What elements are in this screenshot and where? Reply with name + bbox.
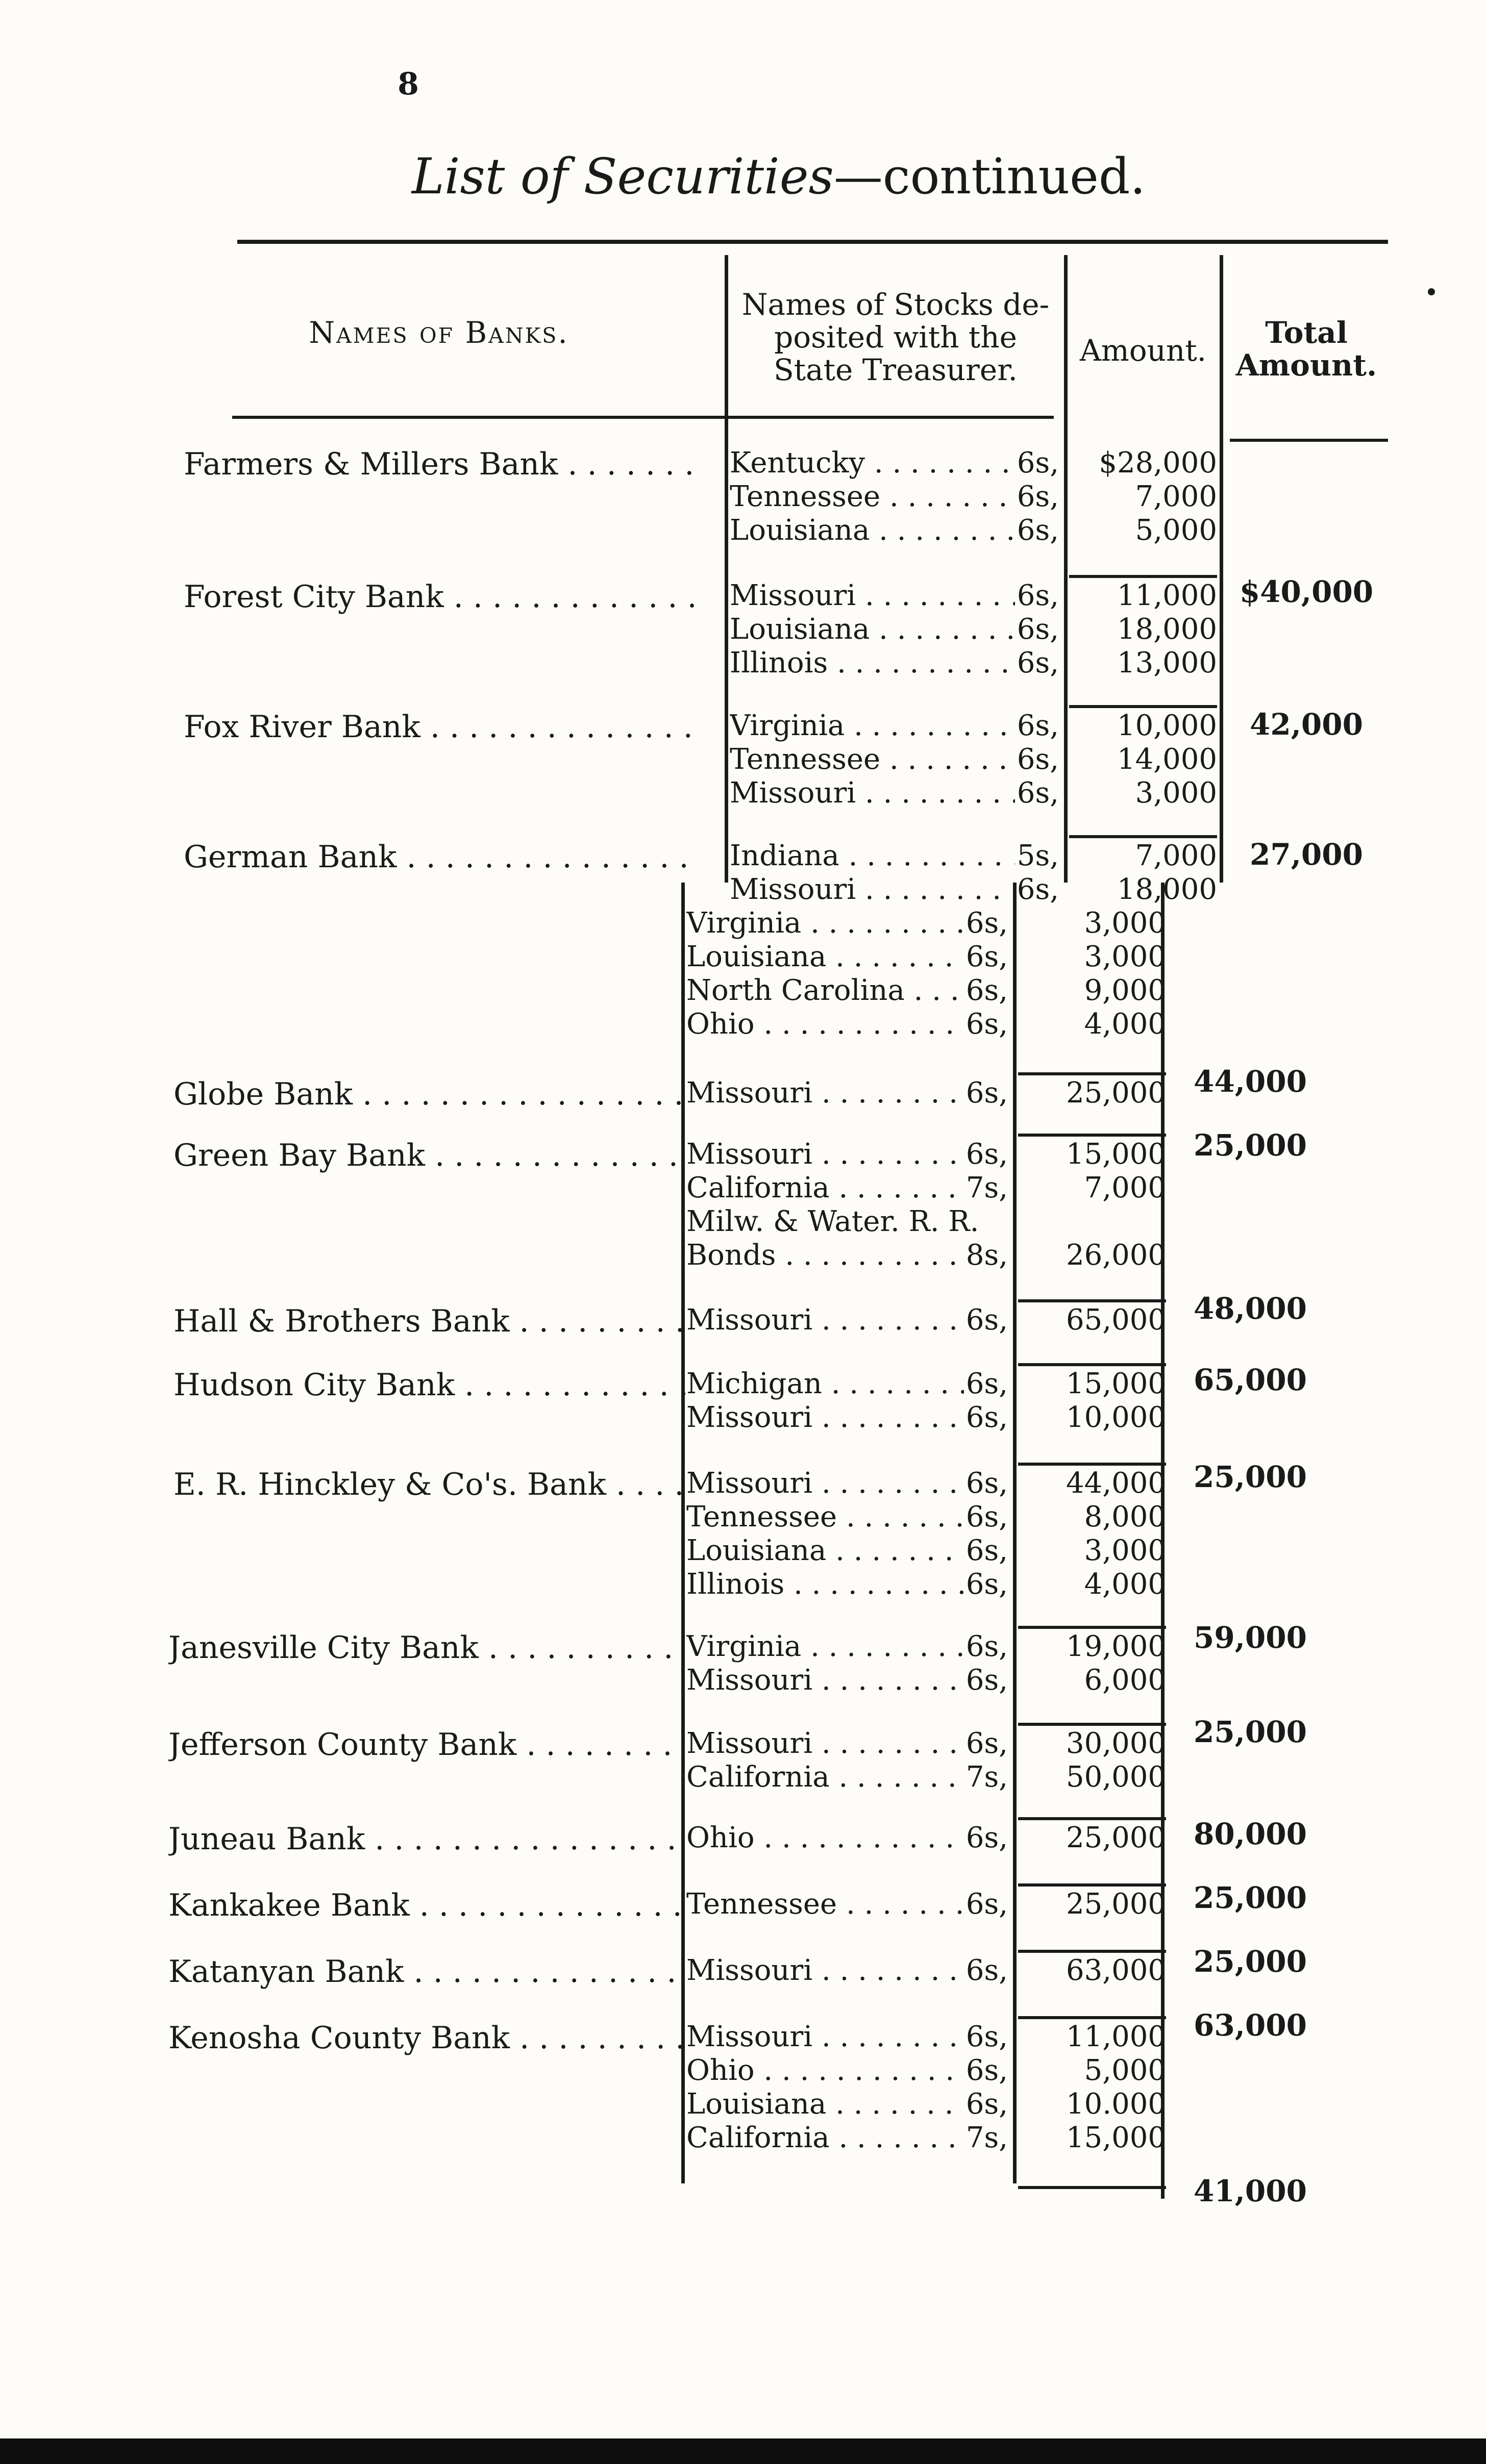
stock-entry: [686, 2020, 1008, 2054]
column-divider-total: [1220, 255, 1223, 883]
stock-name: Bonds . . .: [686, 1239, 964, 1272]
amount-group-rule: [1018, 2186, 1166, 2189]
stock-amount: 4,000: [1084, 1008, 1166, 1041]
stock-name: Virginia . . .: [730, 709, 1015, 743]
stock-entry: [730, 646, 1059, 680]
stock-entry: [730, 613, 1059, 646]
stock-rate: [1006, 1205, 1008, 1239]
bank-name: Fox River Bank . . .: [184, 709, 699, 745]
amount-group-rule: [1069, 575, 1217, 578]
stock-amount: 6,000: [1084, 1664, 1166, 1697]
amount-group-rule: [1018, 1363, 1166, 1366]
scan-edge-band: [0, 2438, 1486, 2464]
stock-name: Tennessee . . .: [686, 1500, 964, 1534]
stock-rate: 6s,: [1017, 480, 1059, 513]
stock-entry: [686, 940, 1008, 974]
stock-rate: 6s,: [965, 1888, 1008, 1921]
total-amount: 42,000: [1250, 707, 1363, 742]
stock-amount: 25,000: [1066, 1821, 1166, 1854]
total-amount: 59,000: [1194, 1620, 1307, 1655]
stock-entry: [686, 907, 1008, 940]
stock-amount: 18,000: [1117, 613, 1217, 646]
stock-rate: 6s,: [965, 1303, 1008, 1337]
stock-name: Missouri . . .: [686, 1401, 964, 1435]
stock-entry: [686, 2121, 1008, 2155]
stock-rate: 6s,: [965, 1500, 1008, 1533]
stock-rate: 6s,: [965, 1467, 1008, 1500]
total-amount: 63,000: [1194, 2008, 1307, 2043]
stock-name: Illinois . . .: [686, 1568, 964, 1601]
total-amount: 25,000: [1194, 1944, 1307, 1979]
stock-entry: [686, 974, 1008, 1008]
stock-name: Missouri . . .: [730, 776, 1015, 810]
stock-name: Kentucky . . .: [730, 446, 1015, 480]
stock-amount: 9,000: [1084, 974, 1166, 1007]
header-total: [1225, 316, 1388, 382]
table-top-rule: [237, 240, 1388, 244]
stock-rate: 6s,: [965, 1727, 1008, 1760]
stock-entry: [686, 2054, 1008, 2088]
bank-name: Hall & Brothers Bank . . .: [174, 1303, 689, 1339]
total-amount: 25,000: [1194, 1715, 1307, 1749]
stock-amount: 25,000: [1066, 1076, 1166, 1110]
stock-entry: [730, 514, 1059, 547]
stock-entry: [730, 839, 1059, 873]
header-stocks: [730, 288, 1061, 386]
bank-name: Katanyan Bank . . .: [168, 1954, 684, 1990]
stock-rate: 6s,: [1017, 709, 1059, 742]
stock-entry: [686, 1205, 1008, 1239]
stock-amount: 15,000: [1066, 1138, 1166, 1171]
stock-name: Virginia . . .: [686, 1630, 964, 1664]
stock-name: Louisiana . . .: [686, 940, 964, 974]
stock-amount: 7,000: [1135, 480, 1217, 513]
bank-name: Farmers & Millers Bank . . .: [184, 446, 699, 482]
title-italic: List of Securities: [412, 148, 834, 205]
stock-rate: 7s,: [965, 2121, 1008, 2154]
stock-amount: 7,000: [1135, 839, 1217, 872]
stock-rate: 6s,: [965, 907, 1008, 940]
stock-entry: [730, 579, 1059, 613]
total-amount: 25,000: [1194, 1128, 1307, 1163]
stock-amount: 11,000: [1117, 579, 1217, 612]
stock-rate: 6s,: [1017, 776, 1059, 810]
stock-rate: 6s,: [1017, 514, 1059, 547]
stock-rate: 6s,: [965, 1008, 1008, 1041]
stock-name: Virginia . . .: [686, 907, 964, 940]
page-title: [0, 148, 1486, 205]
stock-name: Ohio . . .: [686, 1008, 964, 1041]
stock-name: Missouri . . .: [686, 1138, 964, 1171]
stock-entry: [686, 1534, 1008, 1568]
stock-rate: 6s,: [1017, 613, 1059, 646]
stock-name: Louisiana . . .: [730, 514, 1015, 547]
amount-group-rule: [1069, 835, 1217, 838]
stock-name: Indiana . . .: [730, 839, 1015, 873]
stock-amount: 15,000: [1066, 2121, 1166, 2154]
stock-name: Missouri . . .: [686, 1076, 964, 1110]
stock-name: California . . .: [686, 1761, 964, 1794]
stock-entry: [686, 1761, 1008, 1794]
stock-rate: 6s,: [965, 1534, 1008, 1567]
stock-amount: 7,000: [1084, 1171, 1166, 1204]
stock-entry: [686, 1888, 1008, 1921]
header-total-line-2: Amount.: [1235, 348, 1377, 383]
bank-name: Hudson City Bank . . .: [174, 1367, 689, 1403]
bank-name: Jefferson County Bank . . .: [168, 1727, 684, 1763]
bank-name: Kenosha County Bank . . .: [168, 2020, 684, 2056]
stock-rate: 7s,: [965, 1171, 1008, 1204]
stock-amount: 65,000: [1066, 1303, 1166, 1337]
stock-rate: 6s,: [965, 2054, 1008, 2087]
bank-name: Kankakee Bank . . .: [168, 1888, 684, 1923]
stock-amount: 44,000: [1066, 1467, 1166, 1500]
stock-amount: 10,000: [1066, 1401, 1166, 1434]
stock-amount: 3,000: [1135, 776, 1217, 810]
stock-entry: [686, 1008, 1008, 1041]
stock-name: Michigan . . .: [686, 1367, 964, 1401]
stock-name: Milw. & Water. R. R.: [686, 1205, 979, 1238]
stock-amount: $28,000: [1099, 446, 1217, 480]
stock-amount: 63,000: [1066, 1954, 1166, 1987]
total-amount: 65,000: [1194, 1363, 1307, 1397]
stock-rate: 6s,: [965, 940, 1008, 973]
stock-entry: [686, 1303, 1008, 1337]
stock-rate: 8s,: [965, 1239, 1008, 1272]
header-total-line-1: Total: [1265, 315, 1348, 350]
stock-name: North Carolina . . .: [686, 974, 964, 1008]
stock-rate: 6s,: [965, 1401, 1008, 1434]
total-amount: 44,000: [1194, 1064, 1307, 1099]
stock-amount: 3,000: [1084, 907, 1166, 940]
stock-rate: 6s,: [965, 1664, 1008, 1697]
stock-name: Ohio . . .: [686, 1821, 964, 1855]
stock-entry: [730, 743, 1059, 776]
stock-amount: 19,000: [1066, 1630, 1166, 1663]
amount-group-rule: [1018, 1299, 1166, 1302]
stock-entry: [730, 446, 1059, 480]
amount-group-rule: [1018, 1626, 1166, 1629]
stock-name: Louisiana . . .: [686, 1534, 964, 1568]
stock-rate: 6s,: [965, 1138, 1008, 1171]
bank-name: German Bank . . .: [184, 839, 699, 875]
stock-amount: 11,000: [1066, 2020, 1166, 2053]
stock-name: Louisiana . . .: [686, 2088, 964, 2121]
bank-name: Green Bay Bank . . .: [174, 1138, 689, 1173]
stock-entry: [730, 480, 1059, 514]
margin-mark: [1428, 288, 1435, 295]
stock-amount: 3,000: [1084, 1534, 1166, 1567]
stock-rate: 6s,: [1017, 446, 1059, 480]
stock-name: Illinois . . .: [730, 646, 1015, 680]
bank-name: Globe Bank . . .: [174, 1076, 689, 1112]
stock-entry: [686, 1821, 1008, 1855]
amount-group-rule: [1018, 1883, 1166, 1887]
header-bottom-rule-right: [1230, 439, 1388, 442]
stock-entry: [686, 1367, 1008, 1401]
stock-rate: 6s,: [965, 1954, 1008, 1987]
header-bank-names: Names of Banks.: [309, 315, 569, 350]
stock-entry: [730, 776, 1059, 810]
stock-entry: [686, 1727, 1008, 1761]
bank-name: Juneau Bank . . .: [168, 1821, 684, 1857]
amount-group-rule: [1018, 1817, 1166, 1820]
stock-name: Tennessee . . .: [730, 743, 1015, 776]
header-stocks-line-2: posited with the: [774, 320, 1017, 355]
stock-rate: 6s,: [1017, 873, 1059, 906]
stock-amount: 15,000: [1066, 1367, 1166, 1400]
stock-entry: [730, 709, 1059, 743]
stock-rate: 6s,: [965, 1568, 1008, 1601]
stock-amount: 5,000: [1084, 2054, 1166, 2087]
amount-group-rule: [1018, 2016, 1166, 2019]
bank-name: Janesville City Bank . . .: [168, 1630, 684, 1666]
amount-group-rule: [1018, 1463, 1166, 1466]
stock-amount: [1018, 1205, 1166, 1239]
stock-name: Missouri . . .: [686, 1954, 964, 1988]
stock-rate: 6s,: [1017, 579, 1059, 612]
stock-entry: [730, 873, 1059, 907]
amount-group-rule: [1018, 1072, 1166, 1075]
stock-amount: 3,000: [1084, 940, 1166, 973]
amount-group-rule: [1018, 1134, 1166, 1137]
bank-name: Forest City Bank . . .: [184, 579, 699, 615]
total-amount: 25,000: [1194, 1880, 1307, 1915]
stock-rate: 6s,: [965, 1076, 1008, 1110]
total-amount: 80,000: [1194, 1817, 1307, 1851]
total-amount: 48,000: [1194, 1291, 1307, 1326]
total-amount: 41,000: [1194, 2174, 1307, 2208]
stock-amount: 30,000: [1066, 1727, 1166, 1760]
stock-entry: [686, 1630, 1008, 1664]
stock-entry: [686, 1954, 1008, 1988]
amount-group-rule: [1018, 1723, 1166, 1726]
stock-amount: 8,000: [1084, 1500, 1166, 1533]
stock-amount: 10.000: [1066, 2088, 1166, 2121]
total-amount: 25,000: [1194, 1460, 1307, 1494]
column-divider-amount: [1064, 255, 1068, 883]
header-stocks-line-1: Names of Stocks de-: [741, 287, 1050, 322]
stock-name: Tennessee . . .: [686, 1888, 964, 1921]
stock-amount: 4,000: [1084, 1568, 1166, 1601]
stock-amount: 14,000: [1117, 743, 1217, 776]
title-continued: —continued.: [833, 148, 1146, 205]
stock-name: Tennessee . . .: [730, 480, 1015, 514]
stock-amount: 5,000: [1135, 514, 1217, 547]
stock-name: California . . .: [686, 2121, 964, 2155]
stock-entry: [686, 2088, 1008, 2121]
stock-name: Missouri . . .: [686, 1664, 964, 1697]
total-amount: $40,000: [1239, 574, 1374, 609]
header-amount: Amount.: [1079, 333, 1207, 368]
stock-amount: 26,000: [1066, 1239, 1166, 1272]
bank-name: E. R. Hinckley & Co's. Bank . . .: [174, 1467, 689, 1502]
stock-rate: 6s,: [965, 1821, 1008, 1854]
stock-entry: [686, 1500, 1008, 1534]
header-bottom-rule-left: [232, 416, 1054, 419]
stock-name: Missouri . . .: [686, 1727, 964, 1761]
stock-entry: [686, 1138, 1008, 1171]
stock-rate: 6s,: [965, 974, 1008, 1007]
stock-rate: 6s,: [965, 2020, 1008, 2053]
stock-rate: 6s,: [1017, 646, 1059, 680]
stock-amount: 13,000: [1117, 646, 1217, 680]
stock-name: Missouri . . .: [686, 1467, 964, 1500]
page-number: 8: [398, 66, 419, 102]
stock-rate: 6s,: [965, 1630, 1008, 1663]
stock-entry: [686, 1568, 1008, 1601]
stock-rate: 6s,: [965, 2088, 1008, 2121]
stock-name: Missouri . . .: [686, 1303, 964, 1337]
stock-name: California . . .: [686, 1171, 964, 1205]
stock-rate: 5s,: [1017, 839, 1059, 872]
stock-rate: 6s,: [965, 1367, 1008, 1400]
stock-rate: 7s,: [965, 1761, 1008, 1794]
amount-group-rule: [1069, 705, 1217, 708]
column-divider-stocks: [725, 255, 728, 883]
stock-entry: [686, 1171, 1008, 1205]
stock-rate: 6s,: [1017, 743, 1059, 776]
amount-group-rule: [1018, 1950, 1166, 1953]
stock-entry: [686, 1664, 1008, 1697]
stock-name: Missouri . . .: [686, 2020, 964, 2054]
stock-amount: 50,000: [1066, 1761, 1166, 1794]
stock-name: Missouri . . .: [730, 873, 1015, 907]
total-amount: 27,000: [1250, 837, 1363, 872]
stock-amount: 25,000: [1066, 1888, 1166, 1921]
stock-amount: 18,000: [1117, 873, 1217, 906]
stock-name: Missouri . . .: [730, 579, 1015, 613]
stock-entry: [686, 1239, 1008, 1272]
stock-amount: 10,000: [1117, 709, 1217, 742]
stock-name: Ohio . . .: [686, 2054, 964, 2088]
stock-name: Louisiana . . .: [730, 613, 1015, 646]
stock-entry: [686, 1401, 1008, 1435]
stock-entry: [686, 1467, 1008, 1500]
stock-entry: [686, 1076, 1008, 1110]
header-stocks-line-3: State Treasurer.: [774, 353, 1018, 387]
column-divider-amount-lower: [1013, 883, 1017, 2183]
